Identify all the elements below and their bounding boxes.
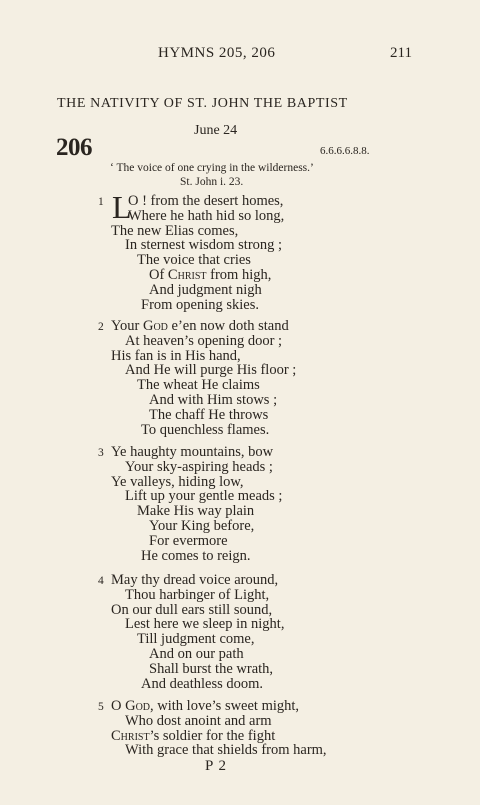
hymn-line: Who dost anoint and arm (125, 712, 272, 729)
hymn-line: To quenchless flames. (141, 421, 270, 438)
page-number: 211 (390, 45, 412, 61)
hymn-line: In sternest wisdom strong ; (125, 237, 283, 254)
hymn-line: The wheat He claims (137, 377, 260, 394)
section-title: THE NATIVITY OF ST. JOHN THE BAPTIST (57, 96, 348, 111)
hymn-line: And with Him stows ; (149, 392, 278, 408)
hymn-line: Shall burst the wrath, (149, 660, 274, 677)
running-header: HYMNS 205, 206 (158, 45, 276, 61)
hymn-line: And judgment nigh (149, 281, 262, 298)
hymn-line: For evermore (149, 532, 228, 549)
epigraph: ‘ The voice of one crying in the wilderness.’ (110, 162, 314, 174)
hymn-line: He comes to reign. (141, 547, 251, 564)
hymn-line: And He will purge His floor ; (125, 362, 297, 379)
drop-cap: L (112, 189, 132, 225)
hymn-line: Thou harbinger of Light, (125, 586, 270, 603)
signature-mark: P 2 (205, 758, 228, 774)
hymn-line: Ye haughty mountains, bow (111, 444, 274, 460)
feast-date: June 24 (194, 123, 238, 138)
hymn-line: Your God e’en now doth stand (111, 318, 289, 334)
hymn-line: From opening skies. (141, 296, 260, 313)
stanza-number: 1 (98, 196, 104, 208)
hymn-line: And deathless doom. (141, 675, 264, 692)
hymn-line: May thy dread voice around, (111, 572, 279, 588)
hymn-line: O God, with love’s sweet might, (111, 698, 300, 714)
hymn-line: At heaven’s opening door ; (125, 332, 283, 349)
hymn-line: Christ’s soldier for the fight (111, 727, 276, 744)
hymn-line: Of Christ from high, (149, 267, 272, 283)
hymn-number: 206 (56, 134, 92, 161)
hymn-line: The voice that cries (137, 252, 251, 269)
hymn-meter: 6.6.6.6.8.8. (320, 145, 370, 157)
hymn-line: The chaff He throws (149, 406, 269, 423)
stanza-number: 5 (98, 701, 104, 713)
hymn-line: On our dull ears still sound, (111, 601, 273, 618)
hymn-line: With grace that shields from harm, (125, 742, 327, 759)
hymn-line: Lift up your gentle meads ; (125, 488, 283, 505)
hymn-line: Your King before, (149, 518, 255, 534)
hymn-line: The new Elias comes, (111, 222, 239, 239)
stanza-number: 2 (98, 321, 104, 333)
stanza-number: 3 (98, 447, 104, 459)
hymn-line: O ! from the desert homes, (128, 193, 284, 209)
stanza-number: 4 (98, 575, 104, 587)
hymn-line: Ye valleys, hiding low, (111, 473, 244, 490)
hymn-line: And on our path (149, 646, 244, 662)
epigraph-citation: St. John i. 23. (180, 176, 244, 188)
hymn-line: Where he hath hid so long, (128, 207, 285, 224)
hymn-line: His fan is in His hand, (111, 347, 241, 364)
hymn-line: Make His way plain (137, 503, 255, 520)
hymn-line: Your sky-aspiring heads ; (125, 458, 273, 475)
hymn-line: Lest here we sleep in night, (125, 616, 285, 633)
hymn-line: Till judgment come, (137, 631, 255, 648)
